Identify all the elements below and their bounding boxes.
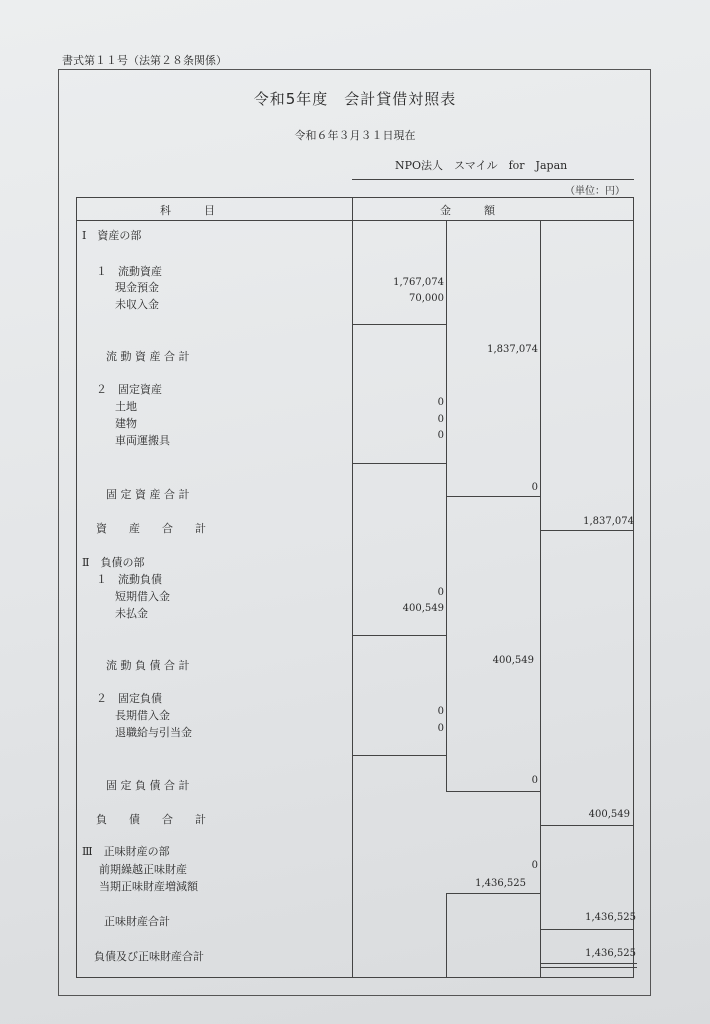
- line-item-amount: 0: [437, 397, 444, 408]
- fixed-assets-total-amount: 0: [531, 482, 538, 493]
- rule-assets-total: [540, 530, 634, 531]
- net-assets-total-amount: 1,436,525: [585, 912, 636, 923]
- header-subject: 科 目: [160, 204, 215, 217]
- line-item-amount: 0: [437, 723, 444, 734]
- line-item-label: 建物: [115, 417, 137, 430]
- fixed-liabilities-heading: ２ 固定負債: [96, 692, 162, 705]
- line-item-amount: 0: [531, 860, 538, 871]
- column-divider-amount-1a: [446, 220, 447, 496]
- organization-underline: [352, 179, 634, 180]
- line-item-label: 当期正味財産増減額: [99, 880, 198, 893]
- assets-total-label: 資 産 合 計: [96, 522, 206, 535]
- liabilities-total-label: 負 債 合 計: [96, 813, 206, 826]
- unit-label: （単位：円）: [565, 186, 625, 197]
- rule-grand-total-1: [540, 963, 637, 964]
- rule-net-assets-items: [446, 893, 540, 894]
- liabilities-total-amount: 400,549: [588, 809, 630, 820]
- line-item-label: 未払金: [115, 607, 148, 620]
- line-item-label: 車両運搬具: [115, 434, 170, 447]
- line-item-amount: 0: [437, 706, 444, 717]
- fixed-liabilities-total-amount: 0: [531, 775, 538, 786]
- fixed-assets-total-label: 固 定 資 産 合 計: [106, 488, 190, 501]
- current-liabilities-total-amount: 400,549: [492, 655, 534, 666]
- grand-total-label: 負債及び正味財産合計: [94, 950, 204, 963]
- line-item-amount: 400,549: [402, 603, 444, 614]
- organization-name: NPO法人 スマイル for Japan: [395, 159, 568, 172]
- line-item-label: 退職給与引当金: [115, 726, 192, 739]
- line-item-amount: 0: [437, 587, 444, 598]
- assets-total-amount: 1,837,074: [583, 516, 634, 527]
- document-title: 令和5年度 会計貸借対照表: [253, 90, 457, 108]
- rule-assets-subtotal: [446, 496, 540, 497]
- column-divider-amount-1c: [446, 893, 447, 978]
- as-of-date: 令和６年３月３１日現在: [294, 129, 416, 142]
- rule-current-liabilities: [352, 635, 446, 636]
- rule-liabilities-subtotal: [446, 791, 540, 792]
- section-liabilities-heading: Ⅱ 負債の部: [82, 556, 145, 569]
- current-assets-heading: １ 流動資産: [96, 265, 162, 278]
- line-item-amount: 70,000: [409, 293, 444, 304]
- line-item-amount: 1,436,525: [475, 878, 526, 889]
- line-item-amount: 0: [437, 430, 444, 441]
- column-divider-amount-2: [540, 220, 541, 978]
- line-item-amount: 0: [437, 414, 444, 425]
- current-assets-total-amount: 1,837,074: [487, 344, 538, 355]
- fixed-assets-heading: ２ 固定資産: [96, 383, 162, 396]
- section-assets-heading: Ⅰ 資産の部: [82, 229, 142, 242]
- line-item-label: 現金預金: [115, 281, 159, 294]
- header-divider: [76, 220, 634, 221]
- header-amount: 金 額: [440, 204, 495, 217]
- current-liabilities-total-label: 流 動 負 債 合 計: [106, 659, 190, 672]
- rule-grand-total-2: [540, 967, 637, 968]
- net-assets-total-label: 正味財産合計: [104, 915, 170, 928]
- grand-total-amount: 1,436,525: [585, 948, 636, 959]
- rule-net-assets-total: [540, 929, 634, 930]
- line-item-amount: 1,767,074: [393, 277, 444, 288]
- column-divider-subject: [352, 220, 353, 978]
- line-item-label: 長期借入金: [115, 709, 170, 722]
- form-number: 書式第１１号（法第２８条関係）: [62, 54, 227, 67]
- current-assets-total-label: 流 動 資 産 合 計: [106, 350, 190, 363]
- column-divider-amount-1b: [446, 496, 447, 791]
- line-item-label: 短期借入金: [115, 590, 170, 603]
- current-liabilities-heading: １ 流動負債: [96, 573, 162, 586]
- rule-fixed-liabilities: [352, 755, 446, 756]
- fixed-liabilities-total-label: 固 定 負 債 合 計: [106, 779, 190, 792]
- line-item-label: 土地: [115, 400, 137, 413]
- header-column-divider: [352, 197, 353, 220]
- rule-current-assets: [352, 324, 446, 325]
- line-item-label: 未収入金: [115, 298, 159, 311]
- rule-liabilities-total: [540, 825, 634, 826]
- rule-fixed-assets: [352, 463, 446, 464]
- line-item-label: 前期繰越正味財産: [99, 863, 187, 876]
- section-net-assets-heading: Ⅲ 正味財産の部: [82, 845, 170, 858]
